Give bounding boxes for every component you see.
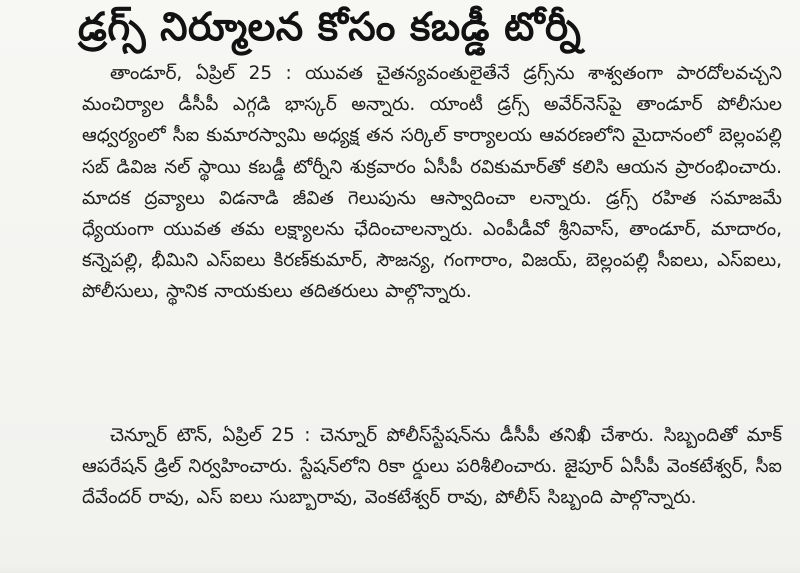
- article-headline: డ్రగ్స్ నిర్మూలన కోసం కబడ్డీ టోర్నీ: [78, 5, 582, 50]
- article-paragraph-tandur: తాండూర్, ఏప్రిల్ 25 : యువత చైతన్యవంతులైతేనే డ్రగ్స్‌ను శాశ్వతంగా పారదోలవచ్చని మంచిర్యాల డీసీపీ ఎగ్గడి భాస్కర్ అన్నారు. యాంటీ డ్రగ్స్ అవేర్‌నెస్‌పై తాండూర్ పోలీసుల ఆధ్వర్యంలో సీఐ కుమారస్వామి అధ్యక్ష తన సర్కిల్ కార్యాలయ ఆవరణలోని మైదానంలో బెల్లంపల్లి సబ్ డివిజ నల్ స్థాయి కబడ్డీ టోర్నీని శుక్రవారం ఏసీపీ రవికుమార్‌తో కలిసి ఆయన ప్రారంభించారు. మాదక ద్రవ్యాలు విడనాడి జీవిత గెలుపును ఆస్వాదించా లన్నారు. డ్రగ్స్ రహిత సమాజమే ధ్యేయంగా యువత తమ లక్ష్యాలను ఛేదించాలన్నారు. ఎంపీడీవో శ్రీనివాస్, తాండూర్, మాదారం, కన్నెపల్లి, భీమిని ఎస్ఐలు కిరణ్‌కుమార్, సౌజన్య, గంగారాం, విజయ్, బెల్లంపల్లి సీఐలు, ఎస్ఐలు, పోలీసులు, స్థానిక నాయకులు తదితరులు పాల్గొన్నారు.: [82, 63, 782, 303]
- article-paragraph-chennur: చెన్నూర్ టౌన్, ఏప్రిల్ 25 : చెన్నూర్ పోలీస్‌స్టేషన్‌ను డీసీపీ తనిఖీ చేశారు. సిబ్బందితో మాక్ ఆపరేషన్ డ్రిల్ నిర్వహించారు. స్టేషన్‌లోని రికా ర్డులు పరిశీలించారు. జైపూర్ ఏసీపీ వెంకటేశ్వర్, సీఐ దేవేందర్ రావు, ఎస్ ఐలు సుబ్బారావు, వెంకటేశ్వర్ రావు, పోలీస్ సిబ్బంది పాల్గొన్నారు.: [82, 425, 782, 509]
- page-edge: [0, 565, 800, 573]
